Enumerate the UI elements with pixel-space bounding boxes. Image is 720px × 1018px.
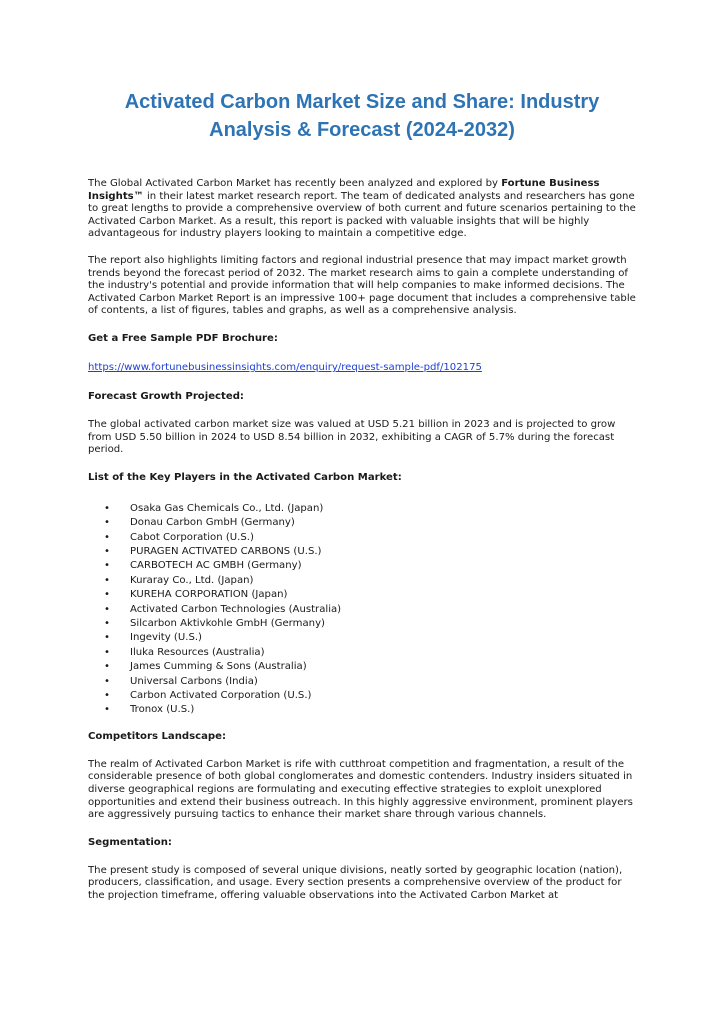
sample-heading: Get a Free Sample PDF Brochure:: [88, 332, 278, 344]
player-name: KUREHA CORPORATION (Japan): [130, 589, 288, 601]
list-item: [88, 660, 636, 674]
list-item: [88, 631, 636, 645]
bullet: •: [104, 704, 110, 716]
forecast-heading: Forecast Growth Projected:: [88, 390, 244, 402]
key-players-list: [88, 502, 636, 718]
player-name: Iluka Resources (Australia): [130, 646, 265, 658]
player-name: Tronox (U.S.): [130, 704, 195, 716]
list-item: [88, 502, 636, 516]
intro-text-before: The Global Activated Carbon Market has recently been analyzed and explored by: [88, 178, 502, 189]
list-item: [88, 646, 636, 660]
list-item: [88, 559, 636, 573]
bullet: •: [104, 617, 110, 629]
bullet: •: [104, 560, 110, 572]
forecast-paragraph: The global activated carbon market size was valued at USD 5.21 billion in 2023 and is projected to grow from USD 5.50 billion in 2024 to USD 8.54 billion in 2032, exhibiting a CAGR of 5.7% during the forecast period.: [88, 418, 616, 456]
bullet: •: [104, 632, 110, 644]
player-name: Carbon Activated Corporation (U.S.): [130, 690, 312, 701]
list-item: [88, 531, 636, 545]
list-item: [88, 603, 636, 617]
list-item: [88, 617, 636, 631]
sample-pdf-link[interactable]: https://www.fortunebusinessinsights.com/enquiry/request-sample-pdf/102175: [88, 361, 482, 373]
bullet: •: [104, 531, 110, 543]
bullet: •: [104, 646, 110, 658]
list-item: [88, 588, 636, 602]
segmentation-paragraph: The present study is composed of several unique divisions, neatly sorted by geographic location (nation), producers, classification, and usage. Every section presents a comprehensive overview of the product for the projection timeframe, offering valuable observations into the Activated Carbon Market at: [88, 864, 623, 901]
player-name: Donau Carbon GmbH (Germany): [130, 517, 295, 529]
segmentation-heading: Segmentation:: [88, 836, 172, 848]
player-name: Universal Carbons (India): [130, 675, 258, 687]
brand-name: Fortune Business Insights™: [88, 178, 600, 202]
page-title: Activated Carbon Market Size and Share: Industry Analysis & Forecast (2024-2032): [124, 91, 600, 141]
player-name: Ingevity (U.S.): [130, 632, 202, 644]
bullet: •: [104, 690, 110, 701]
player-name: Osaka Gas Chemicals Co., Ltd. (Japan): [130, 502, 324, 514]
intro-text-after: in their latest market research report. The team of dedicated analysts and researchers has gone to great lengths to provide a comprehensive overview of both current and future scenarios pertaining to the Activated Carbon Market. As a result, this report is packed with valuable insights that will be highly advantageous for industry players looking to maintain a competitive edge.: [88, 190, 636, 240]
bullet: •: [104, 603, 110, 615]
bullet: •: [104, 589, 110, 601]
player-name: PURAGEN ACTIVATED CARBONS (U.S.): [130, 545, 322, 557]
list-item: [88, 574, 636, 588]
report-paragraph: The report also highlights limiting factors and regional industrial presence that may impact market growth trends beyond the forecast period of 2032. The market research aims to gain a complete understanding of the industry's potential and provide information that will help companies to make informed decisions. The Activated Carbon Market Report is an impressive 100+ page document that includes a comprehensive table of contents, a list of figures, tables and graphs, as well as a comprehensive analysis.: [88, 254, 636, 317]
document-page: [88, 88, 636, 903]
list-item: [88, 545, 636, 559]
intro-paragraph: [88, 178, 636, 241]
bullet: •: [104, 517, 110, 529]
player-name: Activated Carbon Technologies (Australia): [130, 603, 342, 615]
list-item: [88, 675, 636, 689]
list-item: [88, 516, 636, 530]
list-item: [88, 689, 636, 703]
player-name: James Cumming & Sons (Australia): [130, 661, 307, 673]
competitors-heading: Competitors Landscape:: [88, 730, 227, 742]
bullet: •: [104, 661, 110, 673]
list-item: [88, 703, 636, 717]
key-players-heading: List of the Key Players in the Activated Carbon Market:: [88, 471, 402, 483]
player-name: CARBOTECH AC GMBH (Germany): [130, 560, 302, 572]
bullet: •: [104, 574, 110, 586]
bullet: •: [104, 675, 110, 687]
player-name: Silcarbon Aktivkohle GmbH (Germany): [130, 617, 325, 629]
player-name: Cabot Corporation (U.S.): [130, 531, 254, 543]
competitors-paragraph: The realm of Activated Carbon Market is rife with cutthroat competition and fragmentation, a result of the considerable presence of both global conglomerates and domestic contenders. Industry insiders situated in diverse geographical regions are formulating and executing effective strategies to exploit unexplored opportunities and extend their business outreach. In this highly aggressive environment, prominent players are aggressively pursuing tactics to enhance their market share through various channels.: [88, 758, 633, 821]
player-name: Kuraray Co., Ltd. (Japan): [130, 574, 254, 586]
bullet: •: [104, 502, 110, 514]
bullet: •: [104, 545, 110, 557]
